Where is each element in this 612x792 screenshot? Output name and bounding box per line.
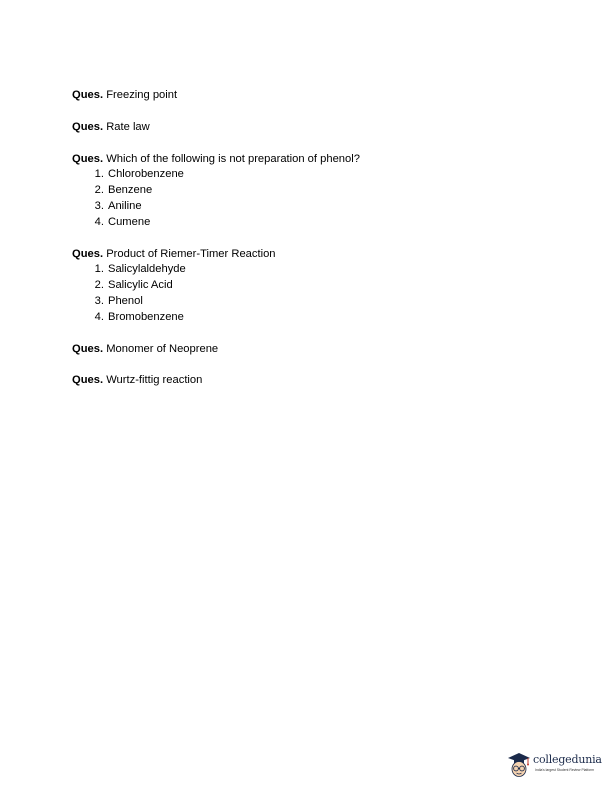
- option-number: 4.: [94, 310, 104, 323]
- option-item: [72, 183, 542, 199]
- question-text: Rate law: [106, 120, 150, 133]
- option-text: Aniline: [108, 199, 142, 212]
- question-1: [72, 88, 542, 104]
- option-number: 3.: [94, 199, 104, 212]
- question-line: [72, 247, 542, 263]
- option-number: 2.: [94, 184, 104, 197]
- question-prefix: Ques.: [72, 152, 104, 165]
- question-text: Which of the following is not preparation of phenol?: [106, 152, 360, 165]
- option-item: [72, 294, 542, 310]
- option-item: [72, 278, 542, 294]
- question-text: Product of Riemer-Timer Reaction: [106, 247, 276, 260]
- question-prefix: Ques.: [72, 342, 104, 355]
- question-4: [72, 247, 542, 326]
- question-text: Wurtz-fittig reaction: [106, 374, 203, 387]
- question-text: Freezing point: [106, 89, 178, 101]
- question-text: Monomer of Neoprene: [106, 342, 219, 355]
- option-item: [72, 199, 542, 215]
- option-number: 4.: [94, 215, 104, 228]
- option-number: 2.: [94, 279, 104, 292]
- option-item: [72, 167, 542, 183]
- question-list: [72, 88, 542, 389]
- question-line: [72, 88, 542, 104]
- option-text: Bromobenzene: [108, 310, 184, 323]
- option-text: Benzene: [108, 184, 153, 197]
- logo-name: collegedunia: [533, 753, 602, 766]
- option-number: 3.: [94, 294, 104, 307]
- option-text: Salicylaldehyde: [108, 263, 186, 276]
- option-list: [72, 167, 542, 230]
- option-item: [72, 310, 542, 326]
- question-prefix: Ques.: [72, 120, 104, 133]
- question-5: [72, 342, 542, 358]
- question-6: [72, 373, 542, 389]
- option-number: 1.: [94, 263, 104, 276]
- question-prefix: Ques.: [72, 247, 104, 260]
- question-line: [72, 342, 542, 358]
- question-line: [72, 152, 542, 168]
- question-prefix: Ques.: [72, 374, 104, 387]
- question-prefix: Ques.: [72, 89, 104, 101]
- question-3: [72, 152, 542, 231]
- option-item: [72, 262, 542, 278]
- question-line: [72, 120, 542, 136]
- student-mascot-icon: [507, 751, 531, 779]
- option-text: Chlorobenzene: [108, 168, 184, 181]
- question-line: [72, 373, 542, 389]
- option-item: [72, 215, 542, 231]
- option-text: Salicylic Acid: [108, 279, 173, 292]
- collegedunia-logo: [507, 751, 607, 779]
- option-number: 1.: [94, 168, 104, 181]
- option-text: Cumene: [108, 215, 151, 228]
- option-text: Phenol: [108, 294, 143, 307]
- logo-tagline: India's largest Student Review Platform: [535, 768, 595, 772]
- option-list: [72, 262, 542, 325]
- question-2: [72, 120, 542, 136]
